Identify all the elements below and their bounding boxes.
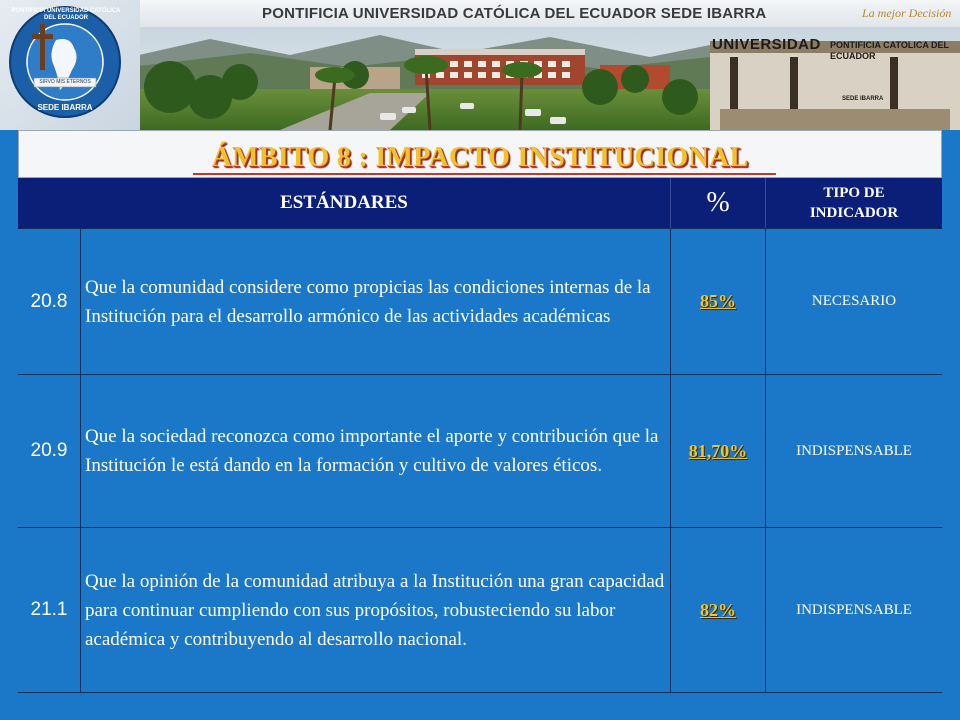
row-description-text: Que la sociedad reconozca como importante el aporte y contribución que la Institución le está dando en la formación y cultivo de valores éticos. [85, 426, 659, 476]
seal-bottom-text: SEDE IBARRA [37, 103, 93, 112]
table-title-bar [18, 130, 942, 178]
row-code: 20.8 [30, 290, 68, 312]
header-banner [0, 0, 960, 130]
seal-top-text: PONTIFICIA UNIVERSIDAD CATÓLICA DEL ECUADOR [11, 8, 121, 21]
row-tipo: NECESARIO [765, 229, 942, 374]
row-code: 20.9 [30, 440, 68, 461]
table-title: ÁMBITO 8 : IMPACTO INSTITUCIONAL [211, 142, 749, 173]
header-tipo-indicador [765, 178, 942, 228]
sign-top-text: UNIVERSIDAD [712, 36, 821, 53]
table-row [18, 527, 942, 693]
row-percent [670, 229, 765, 374]
row-percent [670, 375, 765, 527]
header-estandares: ESTÁNDARES [280, 192, 408, 213]
table-header [18, 178, 942, 228]
standards-table [18, 130, 942, 693]
row-description-text: Que la opinión de la comunidad atribuya a la Institución una gran capacidad para continuar cumpliendo con sus propósitos, robusteciendo su labor académica y contribuyendo al desarrollo nacional. [85, 570, 665, 650]
row-description [80, 375, 670, 527]
table-row [18, 228, 942, 374]
seal-ribbon-text: SIRVO MIS ETERNOS [39, 79, 91, 85]
header-porcentaje: % [670, 178, 765, 228]
row-tipo: INDISPENSABLE [765, 375, 942, 527]
banner-title: PONTIFICIA UNIVERSIDAD CATÓLICA DEL ECUADOR SEDE IBARRA [262, 5, 767, 22]
sign-bottom-text: SEDE IBARRA [842, 96, 884, 102]
header-tipo-line1: TIPO DE [823, 185, 885, 201]
row-description [80, 528, 670, 692]
row-tipo: INDISPENSABLE [765, 528, 942, 692]
table-row [18, 374, 942, 527]
sign-arc-text: PONTIFICIA CATOLICA DEL ECUADOR [830, 40, 949, 61]
row-percent-value: 85% [700, 291, 736, 311]
row-percent-value: 81,70% [688, 440, 748, 461]
row-description [80, 229, 670, 374]
row-description-text: Que la comunidad considere como propicias las condiciones internas de la Institución para el desarrollo armónico de las actividades académicas [85, 276, 651, 327]
row-percent-value: 82% [700, 599, 736, 620]
banner-motto: La mejor Decisión [862, 6, 952, 20]
header-tipo-line2: INDICADOR [809, 205, 899, 221]
table-title-underline [193, 173, 776, 175]
row-code: 21.1 [30, 599, 68, 620]
row-percent [670, 528, 765, 692]
